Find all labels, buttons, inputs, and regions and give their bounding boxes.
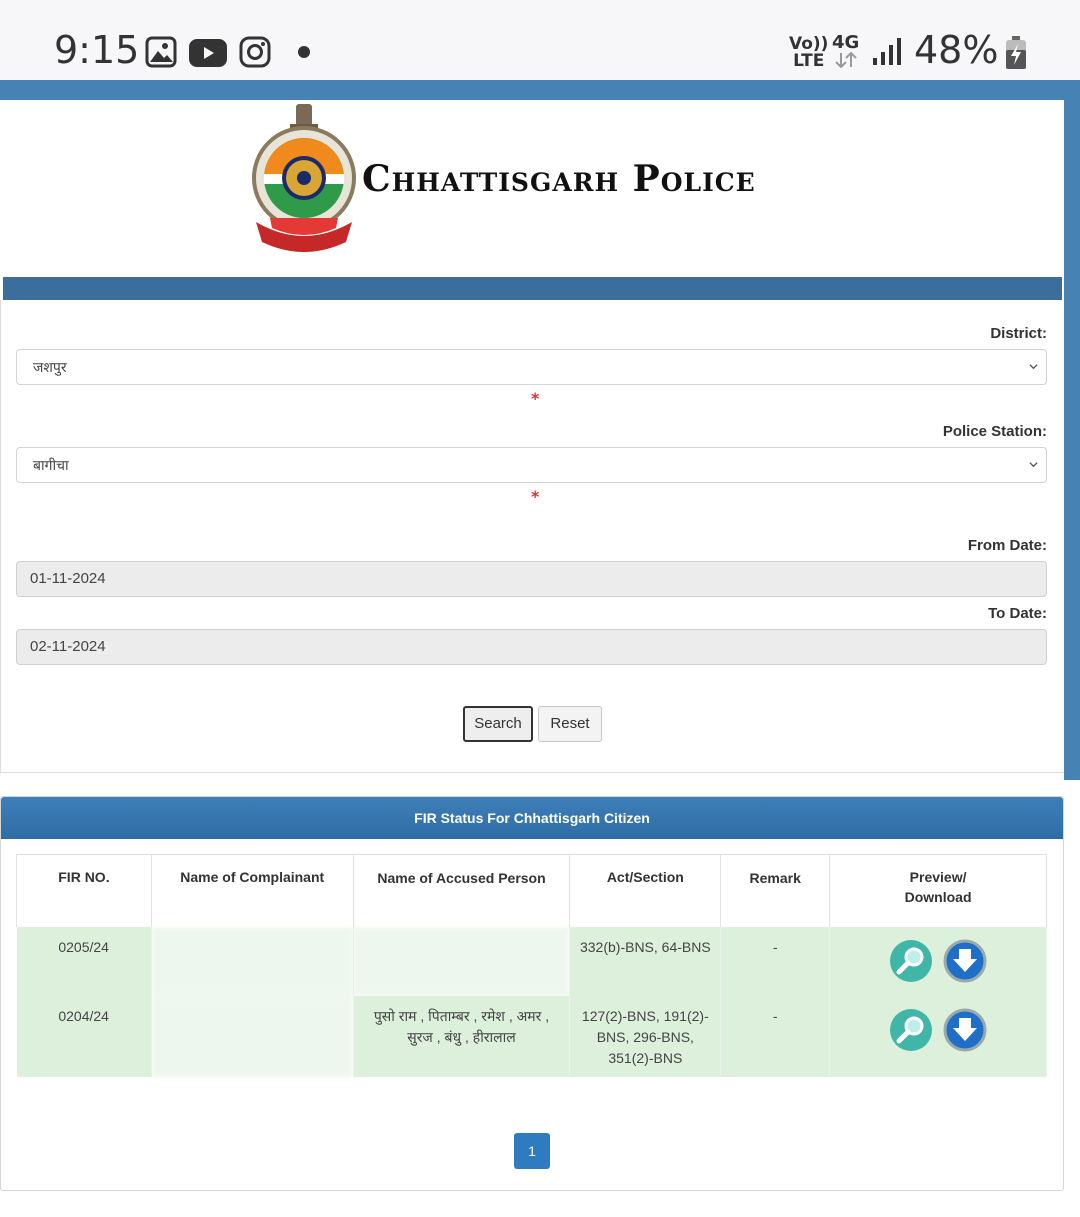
youtube-icon [188, 38, 228, 68]
to-date-input[interactable]: 02-11-2024 [16, 629, 1047, 665]
police-emblem-icon [250, 100, 358, 260]
complainant-cell [151, 996, 353, 1077]
chevron-down-icon [1029, 460, 1038, 469]
instagram-icon [239, 36, 271, 68]
gallery-icon [145, 36, 177, 68]
remark-cell: - [721, 996, 830, 1077]
download-icon[interactable] [943, 939, 987, 983]
col-fir-no: FIR NO. [17, 855, 152, 927]
volte-indicator: Vo)) LTE [789, 34, 829, 71]
act-section-cell: 332(b)-BNS, 64-BNS [570, 927, 721, 996]
battery-charging-icon [1004, 36, 1028, 70]
district-select[interactable] [16, 349, 1047, 385]
col-preview-download-label: Preview/ Download [904, 869, 972, 905]
act-section-cell: 127(2)-BNS, 191(2)-BNS, 296-BNS, 351(2)-BNS [570, 996, 721, 1077]
reset-button[interactable]: Reset [538, 706, 602, 742]
preview-magnifier-icon[interactable] [889, 939, 933, 983]
preview-magnifier-icon[interactable] [889, 1008, 933, 1052]
police-station-select[interactable] [16, 447, 1047, 483]
complainant-cell [151, 927, 353, 996]
battery-percent: 48% [914, 28, 999, 72]
top-frame-bar [0, 80, 1080, 100]
col-act-section: Act/Section [570, 855, 721, 927]
pagination-page-1[interactable]: 1 [514, 1133, 550, 1169]
district-label: District: [990, 325, 1047, 342]
accused-cell: पुसो राम , पिताम्बर , रमेश , अमर , सुरज , बंधु , हीरालाल [353, 996, 570, 1077]
right-frame-bar [1064, 80, 1080, 780]
fir-no-cell: 0204/24 [17, 996, 152, 1077]
from-date-label: From Date: [967, 537, 1047, 554]
police-station-select-value: बागीचा [33, 457, 69, 473]
fir-no-cell: 0205/24 [17, 927, 152, 996]
col-accused: Name of Accused Person [353, 855, 570, 927]
network-type-indicator: 4G [832, 34, 859, 72]
results-title: FIR Status For Chhattisgarh Citizen [1, 797, 1063, 839]
data-arrows-icon [833, 52, 859, 68]
from-date-input[interactable]: 01-11-2024 [16, 561, 1047, 597]
search-button[interactable]: Search [463, 706, 533, 742]
actions-cell [830, 996, 1047, 1077]
actions-cell [830, 927, 1047, 996]
download-icon[interactable] [943, 1008, 987, 1052]
accused-cell [353, 927, 570, 996]
header-divider-bar [3, 277, 1062, 300]
required-mark: * [531, 487, 540, 506]
to-date-label: To Date: [988, 605, 1047, 622]
police-station-label: Police Station: [942, 423, 1047, 440]
remark-cell: - [721, 927, 830, 996]
status-time: 9:15 [54, 28, 140, 72]
col-complainant: Name of Complainant [151, 855, 353, 927]
fir-table [16, 854, 1047, 1077]
table-header-row [17, 855, 1047, 927]
district-select-value: जशपुर [33, 359, 67, 375]
table-row [17, 927, 1047, 996]
signal-icon [872, 38, 902, 66]
col-preview-download [830, 855, 1047, 927]
table-row [17, 996, 1047, 1077]
required-mark: * [531, 389, 540, 408]
col-remark: Remark [721, 855, 830, 927]
status-bar [0, 0, 1080, 80]
chevron-down-icon [1029, 362, 1038, 371]
notification-dot-icon [298, 46, 310, 58]
brand-title: Chhattisgarh Police [362, 158, 756, 200]
